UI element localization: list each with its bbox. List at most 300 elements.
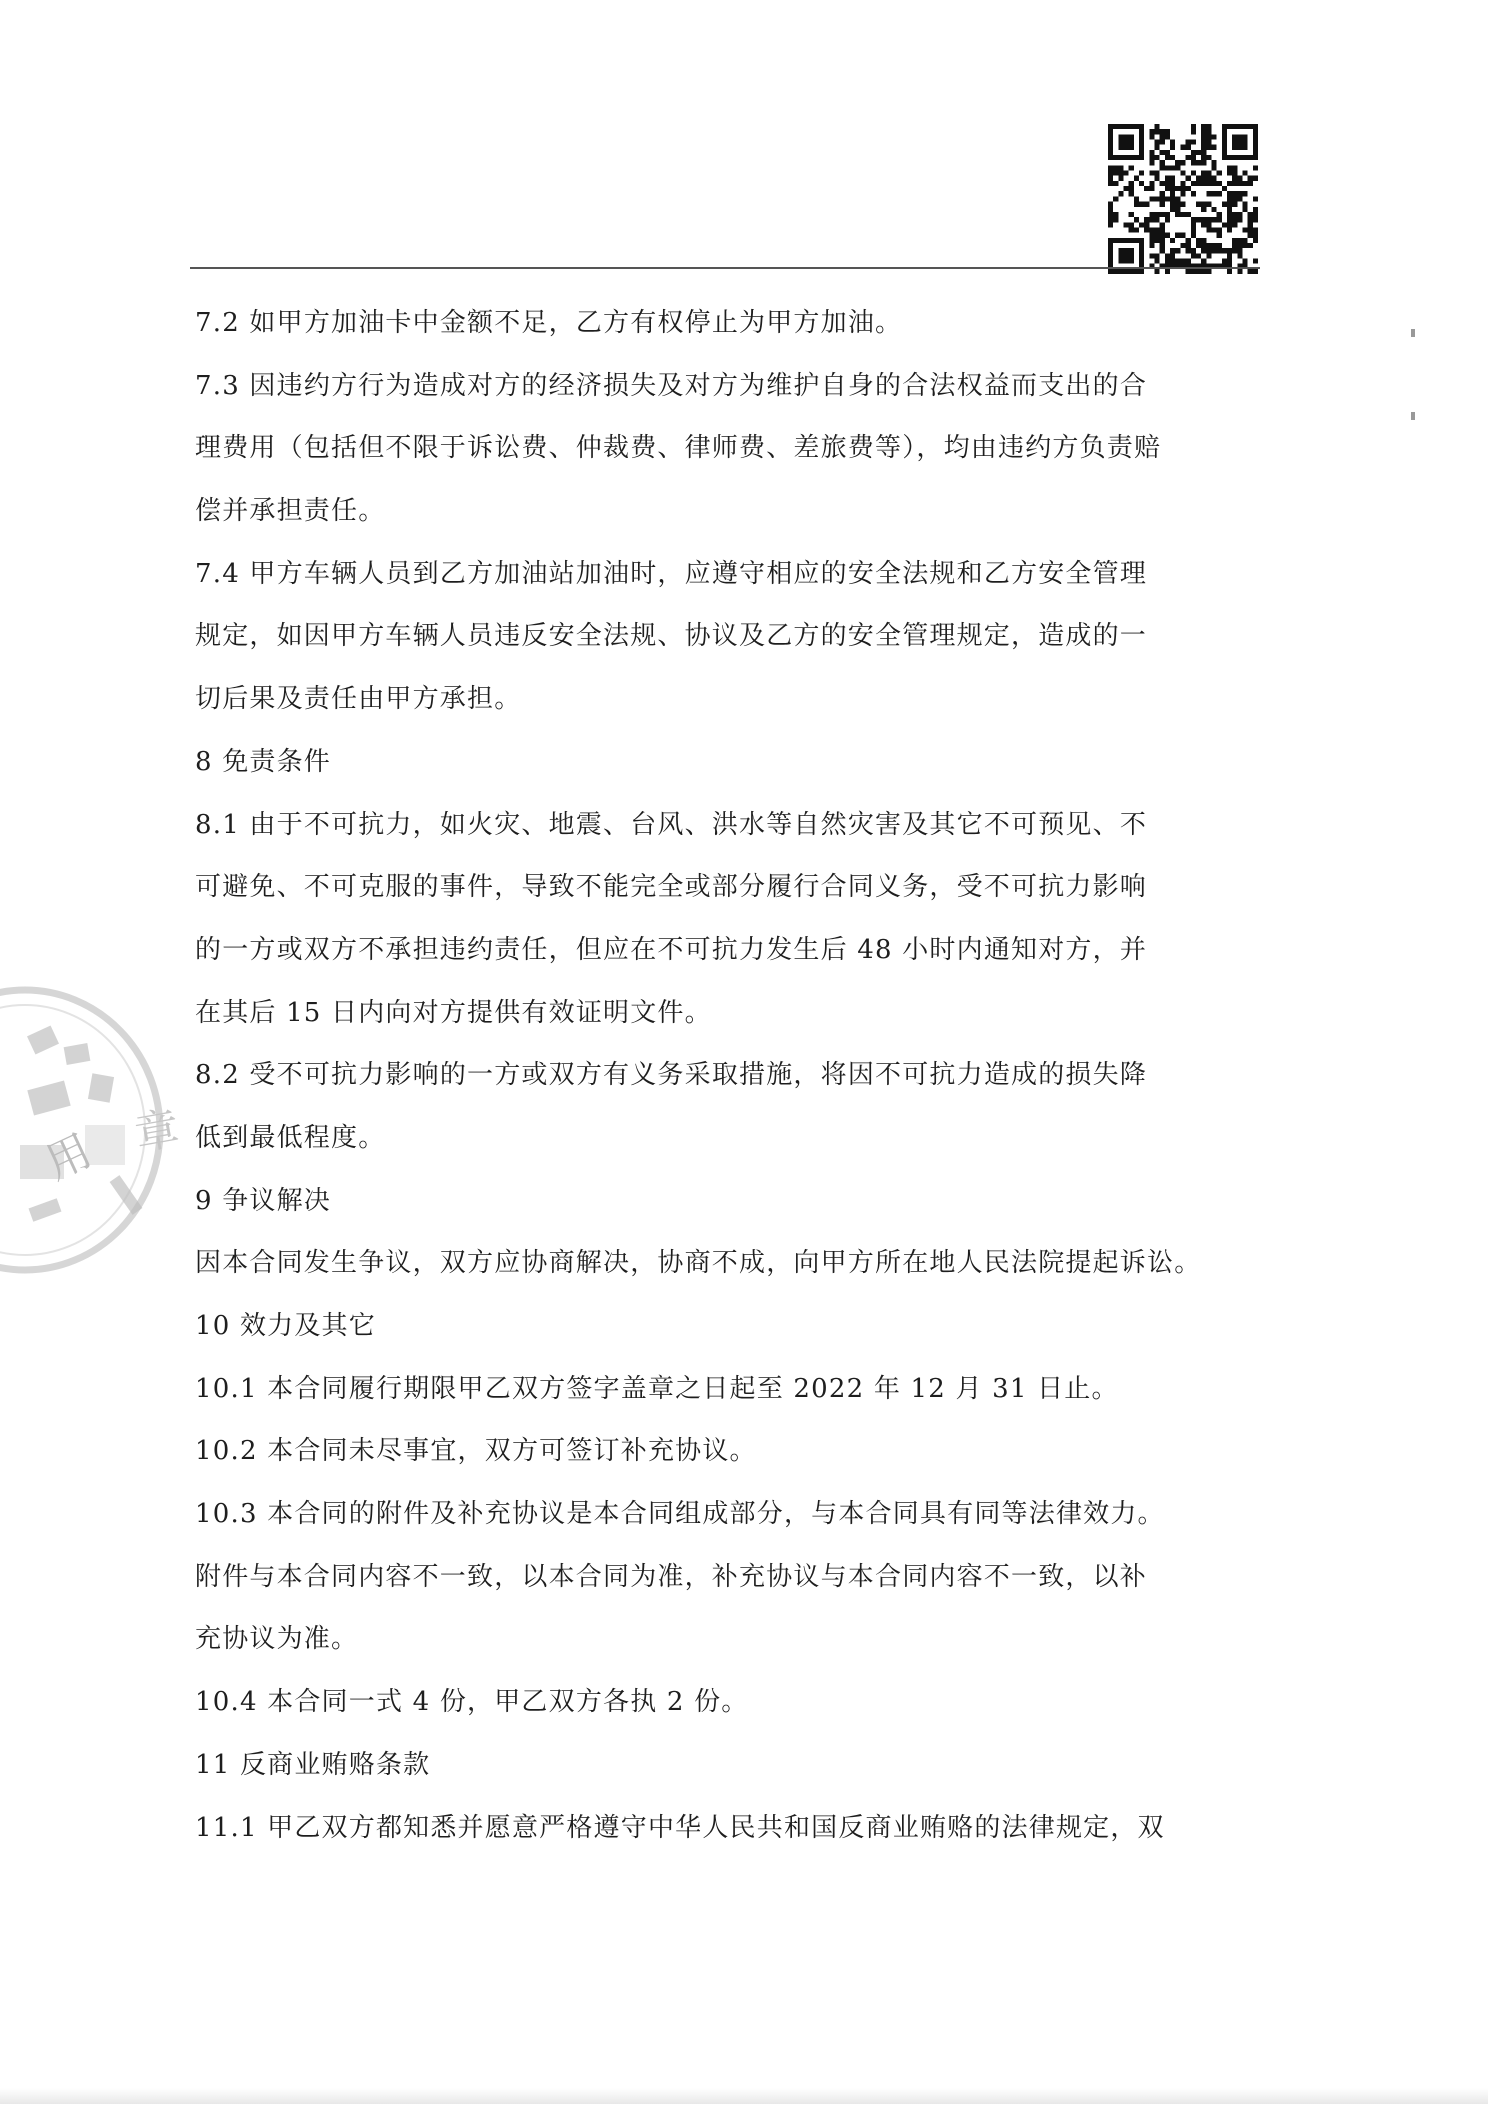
qr-module: [1191, 222, 1196, 227]
qr-module: [1160, 165, 1165, 170]
qr-module: [1211, 227, 1216, 232]
qr-module: [1248, 222, 1253, 227]
svg-text:用: 用: [38, 1125, 100, 1190]
qr-module: [1165, 253, 1170, 258]
qr-module: [1149, 233, 1154, 238]
qr-module: [1134, 202, 1139, 207]
qr-module: [1201, 134, 1206, 139]
qr-module: [1237, 191, 1242, 196]
qr-module: [1211, 134, 1216, 139]
qr-module: [1211, 165, 1216, 170]
qr-module: [1170, 238, 1175, 243]
qr-module: [1217, 233, 1222, 238]
qr-module: [1201, 269, 1206, 274]
qr-module: [1170, 253, 1175, 258]
qr-module: [1165, 181, 1170, 186]
qr-module: [1248, 243, 1253, 248]
qr-module: [1160, 129, 1165, 134]
qr-module: [1222, 258, 1227, 263]
qr-module: [1165, 217, 1170, 222]
qr-module: [1242, 243, 1247, 248]
qr-module: [1170, 258, 1175, 263]
qr-module: [1180, 258, 1185, 263]
qr-module: [1227, 202, 1232, 207]
qr-module: [1206, 134, 1211, 139]
qr-module: [1217, 181, 1222, 186]
qr-module: [1155, 253, 1160, 258]
qr-module: [1149, 181, 1154, 186]
qr-module: [1248, 227, 1253, 232]
qr-module: [1206, 145, 1211, 150]
qr-module: [1139, 181, 1144, 186]
qr-module: [1237, 253, 1242, 258]
qr-module: [1124, 222, 1129, 227]
qr-module: [1196, 269, 1201, 274]
qr-module: [1242, 227, 1247, 232]
qr-module: [1196, 243, 1201, 248]
qr-module: [1237, 176, 1242, 181]
qr-module: [1149, 217, 1154, 222]
qr-module: [1139, 222, 1144, 227]
qr-module: [1217, 227, 1222, 232]
qr-module: [1165, 155, 1170, 160]
qr-module: [1180, 212, 1185, 217]
qr-module: [1217, 171, 1222, 176]
qr-module: [1211, 145, 1216, 150]
qr-module: [1201, 129, 1206, 134]
qr-module: [1113, 196, 1118, 201]
qr-module: [1227, 222, 1232, 227]
line-10-4: 10.4 本合同一式 4 份，甲乙双方各执 2 份。: [195, 1687, 749, 1718]
qr-module: [1201, 171, 1206, 176]
qr-module: [1155, 140, 1160, 145]
qr-module: [1191, 181, 1196, 186]
qr-module: [1232, 181, 1237, 186]
qr-module: [1242, 207, 1247, 212]
qr-module: [1191, 160, 1196, 165]
qr-module: [1201, 140, 1206, 145]
qr-module: [1186, 145, 1191, 150]
qr-module: [1129, 222, 1134, 227]
scan-mark: [1411, 329, 1415, 337]
qr-module: [1248, 181, 1253, 186]
qr-module: [1108, 165, 1113, 170]
qr-module: [1196, 150, 1201, 155]
qr-module: [1253, 238, 1258, 243]
qr-module: [1191, 171, 1196, 176]
qr-module: [1149, 196, 1154, 201]
section-heading-10: 10 效力及其它: [195, 1311, 376, 1341]
qr-module: [1180, 181, 1185, 186]
qr-module: [1211, 217, 1216, 222]
qr-module: [1160, 243, 1165, 248]
qr-module: [1227, 217, 1232, 222]
qr-module: [1155, 145, 1160, 150]
qr-module: [1201, 202, 1206, 207]
qr-module: [1144, 186, 1149, 191]
qr-module: [1186, 155, 1191, 160]
qr-module: [1165, 233, 1170, 238]
qr-module: [1160, 248, 1165, 253]
qr-module: [1155, 155, 1160, 160]
qr-module: [1227, 269, 1232, 274]
qr-module: [1160, 233, 1165, 238]
qr-module: [1227, 253, 1232, 258]
qr-module: [1160, 150, 1165, 155]
qr-module: [1186, 243, 1191, 248]
qr-module: [1144, 222, 1149, 227]
qr-module: [1186, 258, 1191, 263]
qr-module: [1227, 227, 1232, 232]
qr-module: [1196, 253, 1201, 258]
qr-module: [1113, 165, 1118, 170]
qr-module: [1175, 212, 1180, 217]
qr-module: [1232, 202, 1237, 207]
qr-module: [1206, 217, 1211, 222]
qr-module: [1108, 202, 1113, 207]
qr-module: [1134, 176, 1139, 181]
qr-module: [1155, 212, 1160, 217]
line-8-1-b: 可避免、不可克服的事件，导致不能完全或部分履行合同义务，受不可抗力影响: [195, 872, 1148, 903]
qr-module: [1211, 207, 1216, 212]
qr-module: [1149, 129, 1154, 134]
qr-module: [1170, 207, 1175, 212]
qr-module: [1155, 258, 1160, 263]
qr-module: [1149, 186, 1154, 191]
qr-module: [1134, 217, 1139, 222]
qr-module: [1155, 227, 1160, 232]
line-8-1-a: 8.1 由于不可抗力，如火灾、地震、台风、洪水等自然灾害及其它不可预见、不: [195, 809, 1148, 840]
qr-module: [1165, 129, 1170, 134]
qr-module: [1196, 181, 1201, 186]
qr-module: [1155, 269, 1160, 274]
company-seal-stamp: [0, 975, 184, 1285]
qr-module: [1206, 269, 1211, 274]
qr-module: [1180, 145, 1185, 150]
qr-module: [1237, 212, 1242, 217]
qr-module: [1253, 227, 1258, 232]
qr-module: [1180, 186, 1185, 191]
qr-module: [1175, 248, 1180, 253]
qr-module: [1242, 191, 1247, 196]
qr-module: [1201, 124, 1206, 129]
qr-module: [1186, 212, 1191, 217]
qr-module: [1134, 227, 1139, 232]
qr-module: [1108, 217, 1113, 222]
header-rule: [190, 267, 1260, 269]
qr-module: [1248, 212, 1253, 217]
qr-module: [1206, 202, 1211, 207]
qr-module: [1206, 176, 1211, 181]
qr-module: [1211, 191, 1216, 196]
qr-module: [1196, 217, 1201, 222]
qr-module: [1206, 222, 1211, 227]
qr-module: [1196, 160, 1201, 165]
qr-module: [1201, 150, 1206, 155]
qr-module: [1227, 165, 1232, 170]
qr-module: [1227, 248, 1232, 253]
qr-module: [1175, 165, 1180, 170]
qr-module: [1227, 171, 1232, 176]
qr-module: [1232, 134, 1248, 150]
qr-module: [1222, 222, 1227, 227]
qr-module: [1211, 181, 1216, 186]
qr-module: [1191, 217, 1196, 222]
qr-module: [1129, 191, 1134, 196]
qr-module: [1227, 181, 1232, 186]
qr-module: [1237, 269, 1242, 274]
line-7-4-a: 7.4 甲方车辆人员到乙方加油站加油时，应遵守相应的安全法规和乙方安全管理: [195, 558, 1148, 589]
qr-module: [1253, 165, 1258, 170]
qr-module: [1201, 222, 1206, 227]
qr-module: [1160, 227, 1165, 232]
qr-module: [1217, 191, 1222, 196]
qr-module: [1160, 196, 1165, 201]
qr-module: [1124, 171, 1129, 176]
qr-module: [1206, 227, 1211, 232]
qr-module: [1180, 191, 1185, 196]
qr-module: [1201, 145, 1206, 150]
qr-module: [1237, 181, 1242, 186]
qr-module: [1165, 212, 1170, 217]
qr-module: [1155, 233, 1160, 238]
qr-module: [1206, 124, 1211, 129]
qr-module: [1170, 145, 1175, 150]
qr-module: [1191, 191, 1196, 196]
qr-module: [1211, 176, 1216, 181]
qr-module: [1232, 238, 1237, 243]
line-7-4-c: 切后果及责任由甲方承担。: [195, 684, 522, 715]
qr-module: [1232, 165, 1237, 170]
qr-module: [1242, 181, 1247, 186]
qr-module: [1160, 238, 1165, 243]
qr-module: [1155, 217, 1160, 222]
qr-module: [1165, 134, 1170, 139]
qr-module: [1191, 155, 1196, 160]
document-body: [195, 292, 1245, 1859]
qr-module: [1160, 181, 1165, 186]
qr-module: [1206, 191, 1211, 196]
line-8-1-d: 在其后 15 日内向对方提供有效证明文件。: [195, 997, 712, 1028]
section-heading-8: 8 免责条件: [195, 746, 332, 777]
qr-module: [1206, 171, 1211, 176]
qr-module: [1248, 233, 1253, 238]
qr-module: [1175, 160, 1180, 165]
line-9-body: 因本合同发生争议，双方应协商解决，协商不成，向甲方所在地人民法院提起诉讼。: [195, 1248, 1202, 1279]
qr-module: [1222, 186, 1227, 191]
line-8-2-b: 低到最低程度。: [195, 1122, 386, 1153]
line-7-3-a: 7.3 因违约方行为造成对方的经济损失及对方为维护自身的合法权益而支出的合: [195, 370, 1148, 401]
qr-module: [1129, 212, 1134, 217]
qr-module: [1248, 269, 1253, 274]
qr-module: [1155, 196, 1160, 201]
line-11-1: 11.1 甲乙双方都知悉并愿意严格遵守中华人民共和国反商业贿赂的法律规定，双: [195, 1812, 1165, 1843]
qr-module: [1201, 176, 1206, 181]
line-10-1: 10.1 本合同履行期限甲乙双方签字盖章之日起至 2022 年 12 月 31 日止。: [195, 1373, 1119, 1404]
qr-module: [1160, 134, 1165, 139]
line-10-3-c: 充协议为准。: [195, 1624, 359, 1655]
qr-module: [1242, 202, 1247, 207]
scan-bottom-edge: [0, 2088, 1488, 2104]
qr-module: [1217, 217, 1222, 222]
section-heading-9: 9 争议解决: [195, 1185, 332, 1216]
qr-module: [1175, 202, 1180, 207]
qr-module: [1170, 248, 1175, 253]
qr-module: [1170, 181, 1175, 186]
qr-module: [1248, 176, 1253, 181]
qr-module: [1232, 212, 1237, 217]
qr-module: [1118, 165, 1123, 170]
qr-module: [1196, 238, 1201, 243]
qr-module: [1180, 160, 1185, 165]
qr-module: [1186, 238, 1191, 243]
qr-module: [1108, 176, 1113, 181]
qr-module: [1175, 186, 1180, 191]
svg-text:章: 章: [131, 1102, 184, 1161]
qr-module: [1232, 171, 1237, 176]
section-heading-11: 11 反商业贿赂条款: [195, 1749, 431, 1780]
line-8-2-a: 8.2 受不可抗力影响的一方或双方有义务采取措施，将因不可抗力造成的损失降: [195, 1060, 1148, 1091]
qr-module: [1113, 181, 1118, 186]
qr-module: [1191, 140, 1196, 145]
qr-module: [1206, 181, 1211, 186]
qr-module: [1180, 233, 1185, 238]
qr-module: [1206, 129, 1211, 134]
qr-module: [1165, 165, 1170, 170]
qr-module: [1165, 258, 1170, 263]
qr-module: [1129, 227, 1134, 232]
qr-module: [1211, 160, 1216, 165]
qr-module: [1237, 196, 1242, 201]
qr-module: [1108, 222, 1113, 227]
qr-module: [1170, 202, 1175, 207]
qr-module: [1129, 181, 1134, 186]
qr-module: [1118, 171, 1123, 176]
qr-module: [1237, 243, 1242, 248]
qr-module: [1113, 217, 1118, 222]
qr-module: [1180, 202, 1185, 207]
line-7-3-b: 理费用（包括但不限于诉讼费、仲裁费、律师费、差旅费等），均由违约方负责赔: [195, 433, 1162, 464]
qr-module: [1186, 140, 1191, 145]
qr-module: [1144, 227, 1149, 232]
qr-module: [1211, 243, 1216, 248]
qr-module: [1149, 134, 1154, 139]
qr-module: [1242, 171, 1247, 176]
qr-module: [1160, 212, 1165, 217]
qr-code: [1108, 124, 1258, 274]
qr-module: [1206, 248, 1211, 253]
qr-module: [1165, 269, 1170, 274]
line-10-3-a: 10.3 本合同的附件及补充协议是本合同组成部分，与本合同具有同等法律效力。: [195, 1499, 1165, 1530]
qr-module: [1232, 217, 1237, 222]
qr-module: [1201, 243, 1206, 248]
line-7-3-c: 偿并承担责任。: [195, 496, 386, 527]
qr-module: [1149, 171, 1154, 176]
line-7-4-b: 规定，如因甲方车辆人员违反安全法规、协议及乙方的安全管理规定，造成的一: [195, 621, 1148, 652]
line-8-1-c: 的一方或双方不承担违约责任，但应在不可抗力发生后 48 小时内通知对方，并: [195, 934, 1148, 965]
qr-module: [1180, 171, 1185, 176]
qr-module: [1118, 248, 1134, 264]
qr-module: [1222, 202, 1227, 207]
qr-module: [1155, 176, 1160, 181]
qr-module: [1165, 186, 1170, 191]
qr-module: [1191, 269, 1196, 274]
qr-module: [1253, 176, 1258, 181]
qr-module: [1253, 196, 1258, 201]
qr-module: [1232, 243, 1237, 248]
qr-module: [1170, 186, 1175, 191]
qr-module: [1165, 150, 1170, 155]
qr-module: [1186, 176, 1191, 181]
qr-module: [1170, 191, 1175, 196]
qr-module: [1118, 191, 1123, 196]
qr-module: [1248, 217, 1253, 222]
qr-module: [1201, 217, 1206, 222]
qr-module: [1201, 248, 1206, 253]
qr-module: [1191, 233, 1196, 238]
qr-module: [1227, 191, 1232, 196]
qr-module: [1222, 248, 1227, 253]
qr-module: [1149, 212, 1154, 217]
line-7-2: 7.2 如甲方加油卡中金额不足，乙方有权停止为甲方加油。: [195, 308, 903, 338]
line-10-2: 10.2 本合同未尽事宜，双方可签订补充协议。: [195, 1436, 757, 1467]
qr-module: [1160, 222, 1165, 227]
qr-module: [1170, 165, 1175, 170]
qr-module: [1217, 212, 1222, 217]
qr-module: [1134, 196, 1139, 201]
qr-module: [1113, 171, 1118, 176]
qr-module: [1232, 222, 1237, 227]
line-10-3-b: 附件与本合同内容不一致，以本合同为准，补充协议与本合同内容不一致，以补: [195, 1561, 1148, 1592]
qr-module: [1149, 160, 1154, 165]
qr-module: [1186, 186, 1191, 191]
qr-module: [1253, 233, 1258, 238]
qr-module: [1108, 181, 1113, 186]
qr-module: [1118, 134, 1134, 150]
qr-module: [1124, 186, 1129, 191]
qr-module: [1253, 207, 1258, 212]
qr-module: [1227, 207, 1232, 212]
qr-module: [1155, 124, 1160, 129]
qr-module: [1201, 160, 1206, 165]
qr-module: [1149, 243, 1154, 248]
qr-module: [1155, 238, 1160, 243]
qr-module: [1160, 202, 1165, 207]
qr-module: [1155, 129, 1160, 134]
qr-module: [1139, 171, 1144, 176]
qr-module: [1206, 140, 1211, 145]
qr-module: [1160, 140, 1165, 145]
qr-module: [1191, 248, 1196, 253]
qr-module: [1191, 227, 1196, 232]
qr-module: [1217, 248, 1222, 253]
qr-module: [1175, 196, 1180, 201]
qr-module: [1175, 207, 1180, 212]
qr-module: [1175, 233, 1180, 238]
qr-module: [1170, 196, 1175, 201]
qr-module: [1144, 217, 1149, 222]
qr-module: [1155, 171, 1160, 176]
qr-module: [1175, 258, 1180, 263]
qr-module: [1165, 196, 1170, 201]
qr-module: [1206, 243, 1211, 248]
qr-module: [1201, 258, 1206, 263]
qr-module: [1186, 248, 1191, 253]
qr-module: [1118, 176, 1123, 181]
qr-module: [1201, 155, 1206, 160]
qr-module: [1253, 212, 1258, 217]
qr-module: [1108, 207, 1113, 212]
